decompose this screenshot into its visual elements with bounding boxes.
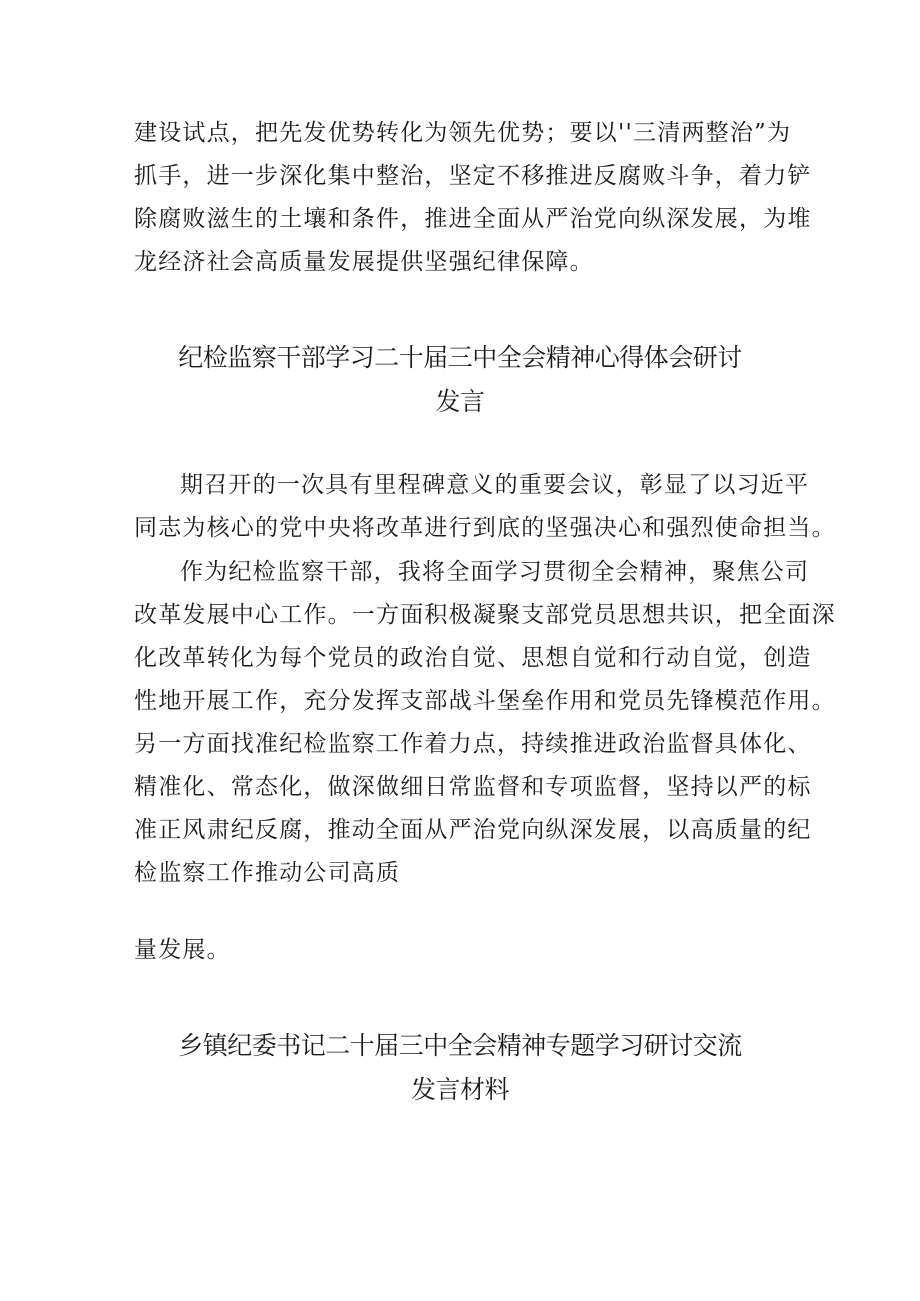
paragraph-line: 同志为核心的党中央将改革进行到底的坚强决心和强烈使命担当。 — [134, 515, 836, 541]
paragraph-line: 准正风肃纪反腐，推动全面从严治党向纵深发展，以高质量的纪 — [134, 817, 812, 843]
body-paragraph-3 — [134, 929, 794, 972]
paragraph-line: 另一方面找准纪检监察工作着力点，持续推进政治监督具体化、 — [134, 731, 812, 757]
paragraph-line: 期召开的一次具有里程碑意义的重要会议，彰显了以习近平 — [180, 472, 810, 498]
paragraph-line: 性地开展工作，充分发挥支部战斗堡垒作用和党员先锋模范作用。 — [134, 688, 836, 714]
paragraph-line: 检监察工作推动公司高质 — [134, 860, 401, 886]
paragraph-line: 化改革转化为每个党员的政治自觉、思想自觉和行动自觉，创造 — [134, 645, 812, 671]
paragraph-line: 精准化、常态化，做深做细日常监督和专项监督，坚持以严的标 — [134, 774, 812, 800]
paragraph-line: 作为纪检监察干部，我将全面学习贯彻全会精神，聚焦公司 — [180, 559, 810, 585]
paragraph-line: 建设试点，把先发优势转化为领先优势；要以''三清两整治”为 — [134, 120, 792, 146]
title-line: 纪检监察干部学习二十届三中全会精神心得体会研讨 — [178, 343, 742, 372]
body-paragraph-2 — [134, 551, 836, 895]
title-line: 发言材料 — [410, 1075, 509, 1104]
article-title — [0, 336, 920, 424]
paragraph-line: 抓手，进一步深化集中整治，坚定不移推进反腐败斗争，着力铲 — [134, 163, 812, 189]
paragraph-line: 龙经济社会高质量发展提供坚强纪律保障。 — [134, 249, 594, 275]
paragraph-line: 量发展。 — [134, 937, 231, 963]
body-paragraph-1 — [134, 464, 836, 550]
title-line: 乡镇纪委书记二十届三中全会精神专题学习研讨交流 — [178, 1031, 742, 1060]
paragraph-line: 改革发展中心工作。一方面积极凝聚支部党员思想共识，把全面深 — [134, 602, 836, 628]
paragraph-line: 除腐败滋生的土壤和条件，推进全面从严治党向纵深发展，为堆 — [134, 206, 812, 232]
title-line: 发言 — [435, 387, 485, 416]
next-article-title — [0, 1024, 920, 1112]
intro-paragraph — [134, 112, 812, 284]
